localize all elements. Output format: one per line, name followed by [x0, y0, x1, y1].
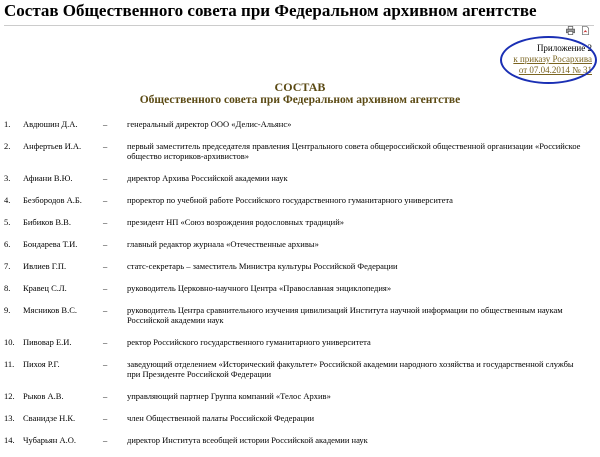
member-role: руководитель Церковно-научного Центра «Православная энциклопедия» [127, 283, 392, 293]
member-dash: – [103, 305, 108, 315]
member-number: 1. [4, 119, 11, 129]
member-role: главный редактор журнала «Отечественные архивы» [127, 239, 319, 249]
member-row [0, 413, 600, 423]
member-name: Бондарева Т.И. [23, 239, 78, 249]
member-name: Пихоя Р.Г. [23, 359, 60, 369]
member-name: Безбородов А.Б. [23, 195, 82, 205]
member-name: Мясников В.С. [23, 305, 78, 315]
member-dash: – [103, 261, 108, 271]
member-role: генеральный директор ООО «Делис-Альянс» [127, 119, 292, 129]
pdf-icon[interactable] [581, 26, 590, 35]
member-role: руководитель Центра сравнительного изучения цивилизаций Института научной информации по общественным наукам Российской академии наук [127, 305, 563, 325]
member-number: 2. [4, 141, 11, 151]
member-dash: – [103, 435, 108, 445]
toolbar-icons [566, 26, 590, 35]
member-role: директор Института всеобщей истории Российской академии наук [127, 435, 368, 445]
member-role: проректор по учебной работе Российского государственного гуманитарного университета [127, 195, 453, 205]
printer-icon[interactable] [566, 26, 575, 35]
member-row [0, 195, 600, 205]
member-dash: – [103, 359, 108, 369]
member-row [0, 173, 600, 183]
member-number: 4. [4, 195, 11, 205]
member-name: Авдюшин Д.А. [23, 119, 78, 129]
member-name: Ивлиев Г.П. [23, 261, 67, 271]
member-name: Бибиков В.В. [23, 217, 71, 227]
member-dash: – [103, 337, 108, 347]
member-role: статс-секретарь – заместитель Министра культуры Российской Федерации [127, 261, 398, 271]
member-number: 14. [4, 435, 15, 445]
member-dash: – [103, 141, 108, 151]
member-row [0, 119, 600, 129]
document-heading: СОСТАВ [274, 80, 326, 94]
member-number: 7. [4, 261, 11, 271]
member-name: Чубарьян А.О. [23, 435, 76, 445]
member-name: Сванидзе Н.К. [23, 413, 76, 423]
member-row [0, 435, 600, 445]
member-number: 10. [4, 337, 15, 347]
member-number: 12. [4, 391, 15, 401]
member-row [0, 305, 600, 325]
member-row [0, 239, 600, 249]
member-role: директор Архива Российской академии наук [127, 173, 288, 183]
order-date-link[interactable]: от 07.04.2014 № 31 [518, 65, 592, 75]
member-role: заведующий отделением «Исторический факультет» Российской академии народного хозяйства и государственной службы при Президенте Российской Федерации [127, 359, 574, 379]
member-name: Пивовар Е.И. [23, 337, 72, 347]
member-number: 9. [4, 305, 11, 315]
member-dash: – [103, 195, 108, 205]
member-name: Анфертьев И.А. [23, 141, 82, 151]
member-dash: – [103, 119, 108, 129]
member-number: 11. [4, 359, 15, 369]
member-dash: – [103, 413, 108, 423]
member-dash: – [103, 283, 108, 293]
member-role: ректор Российского государственного гуманитарного университета [127, 337, 371, 347]
member-row [0, 261, 600, 271]
member-role: первый заместитель председателя правления Центрального совета общероссийской общественной организации «Российское общество историков-архивистов» [127, 141, 581, 161]
member-row [0, 283, 600, 293]
member-name: Афиани В.Ю. [23, 173, 73, 183]
member-name: Кравец С.Л. [23, 283, 67, 293]
members-list [0, 119, 600, 457]
member-dash: – [103, 239, 108, 249]
member-name: Рыков А.В. [23, 391, 64, 401]
title-divider [4, 25, 594, 26]
page-title: Состав Общественного совета при Федеральном архивном агентстве [4, 1, 537, 20]
member-number: 3. [4, 173, 11, 183]
order-link[interactable]: к приказу Росархива [513, 54, 592, 64]
member-row [0, 391, 600, 401]
member-row [0, 337, 600, 347]
annex-label: Приложение 2 [536, 43, 592, 53]
member-role: управляющий партнер Группа компаний «Телос Архив» [127, 391, 331, 401]
member-dash: – [103, 173, 108, 183]
member-number: 6. [4, 239, 11, 249]
member-number: 5. [4, 217, 11, 227]
document-subheading: Общественного совета при Федеральном архивном агентстве [139, 94, 461, 106]
member-row [0, 217, 600, 227]
member-role: член Общественной палаты Российской Федерации [127, 413, 315, 423]
highlight-oval [500, 36, 597, 84]
member-dash: – [103, 217, 108, 227]
member-row [0, 359, 600, 379]
member-dash: – [103, 391, 108, 401]
member-number: 8. [4, 283, 11, 293]
member-number: 13. [4, 413, 15, 423]
member-role: президент НП «Союз возрождения родословных традиций» [127, 217, 344, 227]
member-row [0, 141, 600, 161]
